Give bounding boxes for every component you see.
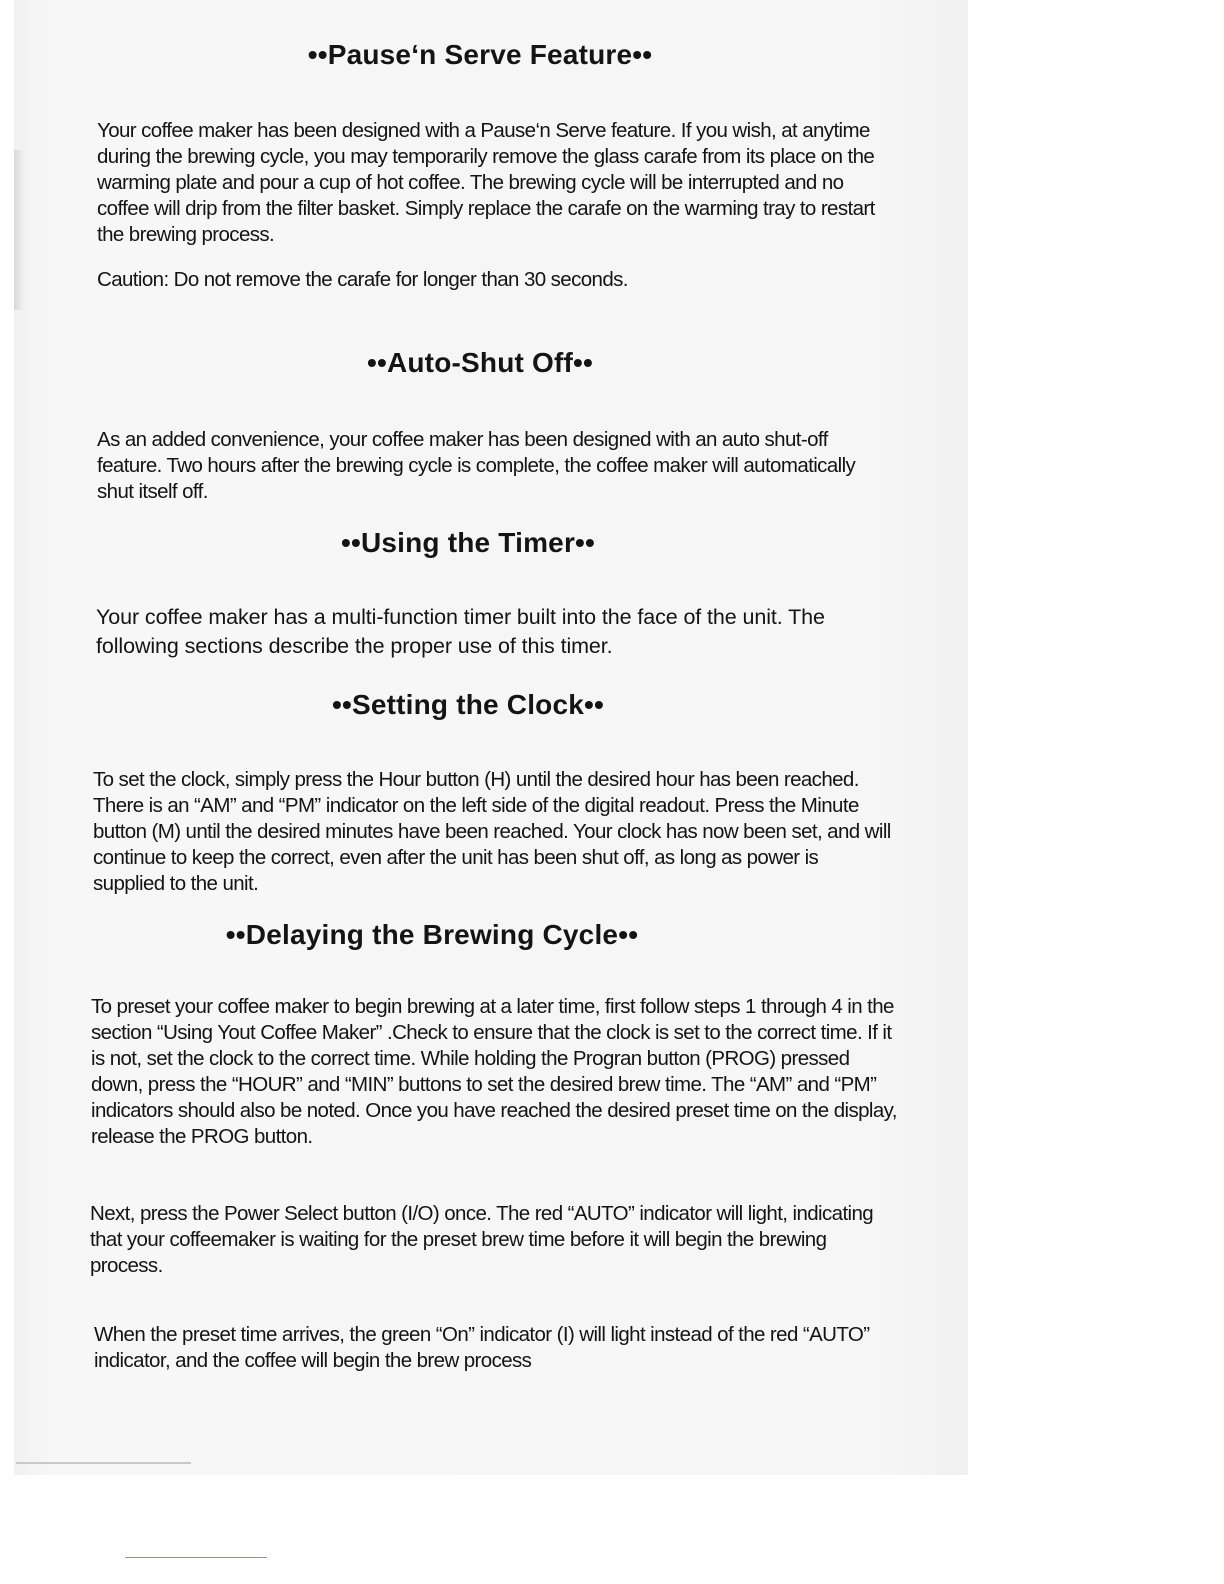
heading-delaying-brewing-cycle: ••Delaying the Brewing Cycle•• (225, 919, 639, 950)
pause-n-serve-paragraph: Your coffee maker has been designed with a Pause‘n Serve feature. If you wish, at anytime during the brewing cycle, you may temporarily remove the glass carafe from its place on the warming plate and pour a cup of hot coffee. The brewing cycle will be interrupted and no coffee will drip from the filter basket. Simply replace the carafe on the warming tray to restart the brewing process. (97, 119, 875, 246)
preset-time-paragraph: When the preset time arrives, the green “On” indicator (I) will light instead of the red “AUTO” indicator, and the coffee will begin the brew process (94, 1323, 870, 1372)
delaying-brewing-paragraph: To preset your coffee maker to begin brewing at a later time, first follow steps 1 through 4 in the section “Using Yout Coffee Maker” .Check to ensure that the clock is set to the correct time. If it is not, set the clock to the correct time. While holding the Progran button (PROG) pressed down, press the “HOUR” and “MIN” buttons to set the desired brew time. The “AM” and “PM” indicators should also be noted. Once you have reached the desired preset time on the display, release the PROG button. (91, 995, 897, 1148)
heading-setting-the-clock: ••Setting the Clock•• (331, 689, 605, 720)
using-the-timer-paragraph: Your coffee maker has a multi-function timer built into the face of the unit. The following sections describe the proper use of this timer. (96, 605, 825, 658)
footnote-rule (125, 1557, 267, 1558)
heading-using-the-timer: ••Using the Timer•• (340, 527, 596, 558)
auto-shut-off-paragraph: As an added convenience, your coffee maker has been designed with an auto shut-off feature. Two hours after the brewing cycle is complete, the coffee maker will automatically shut itself off. (97, 428, 856, 503)
caution-note: Caution: Do not remove the carafe for longer than 30 seconds. (97, 268, 628, 291)
heading-auto-shut-off: ••Auto-Shut Off•• (366, 347, 594, 378)
heading-pause-n-serve: ••Pause‘n Serve Feature•• (307, 39, 653, 70)
page-bottom-rule (16, 1462, 191, 1464)
power-select-paragraph: Next, press the Power Select button (I/O) once. The red “AUTO” indicator will light, indicating that your coffeemaker is waiting for the preset brew time before it will begin the brewing process. (90, 1202, 874, 1277)
setting-the-clock-paragraph: To set the clock, simply press the Hour button (H) until the desired hour has been reached. There is an “AM” and “PM” indicator on the left side of the digital readout. Press the Minute button (M) until the desired minutes have been reached. Your clock has now been set, and will continue to keep the correct, even after the unit has been shut off, as long as power is supplied to the unit. (93, 768, 891, 895)
page-edge-shadow (14, 150, 24, 310)
